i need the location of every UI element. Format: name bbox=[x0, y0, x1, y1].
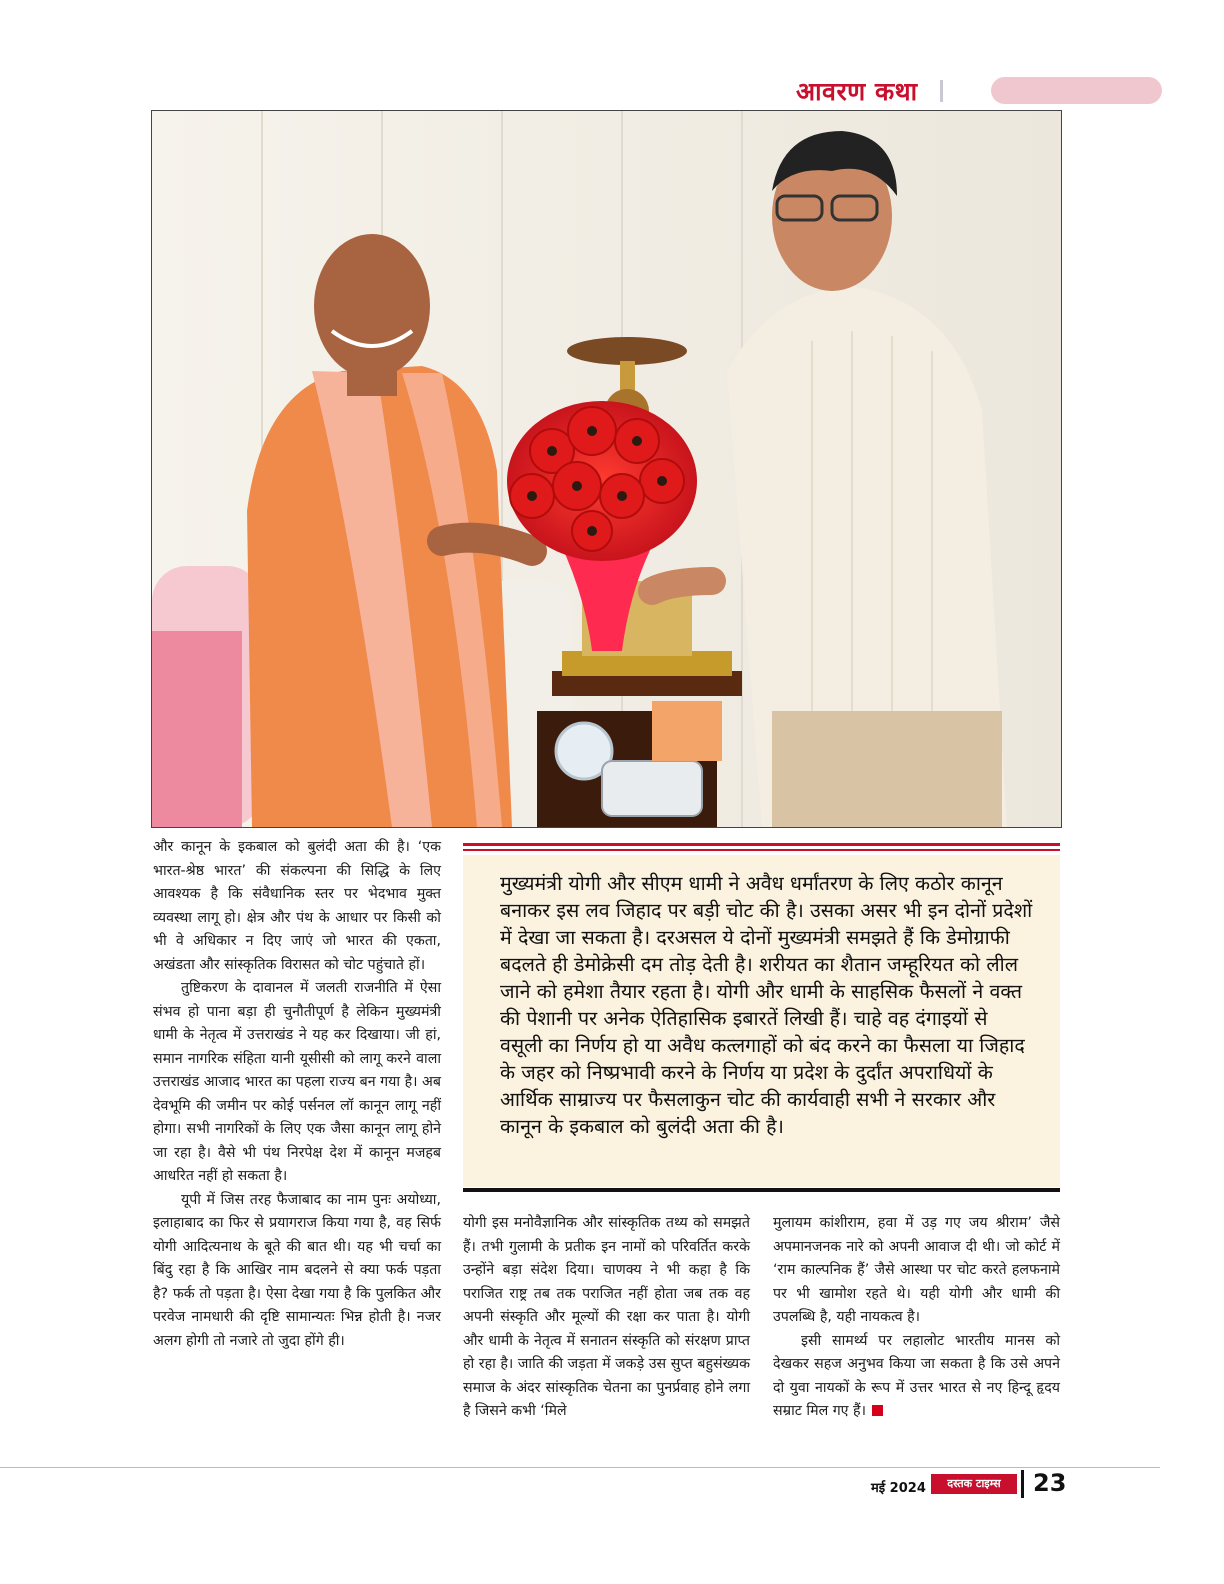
footer-rule bbox=[0, 1467, 1160, 1468]
footer-divider bbox=[1021, 1470, 1024, 1498]
left-paragraph-2: तुष्टिकरण के दावानल में जलती राजनीति में ऐसा संभव हो पाना बड़ा ही चुनौतीपूर्ण है लेकिन मुख्यमंत्री धामी के नेतृत्व में उत्तराखंड ने यह कर दिखाया। जी हां, समान नागरिक संहिता यानी यूसीसी को लागू करने वाला उत्तराखंड आजाद भारत का पहला राज्य बन गया है। अब देवभूमि की जमीन पर कोई पर्सनल लॉ कानून लागू नहीं होगा। सभी नागरिकों के लिए एक जैसा कानून लागू होने जा रहा है। वैसे भी पंथ निरपेक्ष देश में कानून मजहब आधरित नहीं हो सकता है। bbox=[153, 980, 441, 1184]
pull-quote-text: मुख्यमंत्री योगी और सीएम धामी ने अवैध धर्मांतरण के लिए कठोर कानून बनाकर इस लव जिहाद पर बड़ी चोट की है। उसका असर भी इन दोनों प्रदेशों में देखा जा सकता है। दरअसल ये दोनों मुख्यमंत्री समझते हैं कि डेमोग्राफी बदलते ही डेमोक्रेसी दम तोड़ देती है। शरीयत का शैतान जम्हूरियत को लील जाने को हमेशा तैयार रहता है। योगी और धामी के साहसिक फैसलों ने वक्त की पेशानी पर अनेक ऐतिहासिक इबारतें लिखी हैं। चाहे वह दंगाइयों से वसूली का निर्णय हो या अवैध कत्लगाहों को बंद करने का फैसला या जिहाद के जहर को निष्प्रभावी करने के निर्णय या प्रदेश के दुर्दांत अपराधियों के आर्थिक साम्राज्य पर फैसलाकुन चोट की कार्यवाही सभी ने सरकार और कानून के इकबाल को बुलंदी अता की है। bbox=[500, 872, 1033, 1138]
left-paragraph-1: और कानून के इकबाल को बुलंदी अता की है। ‘एक भारत-श्रेष्ठ भारत’ की संकल्पना की सिद्धि के लिए आवश्यक है कि संवैधानिक स्तर पर भेदभाव मुक्त व्यवस्था लागू हो। क्षेत्र और पंथ के आधार पर किसी को भी वे अधिकार न दिए जाएं जो भारत की एकता, अखंडता और सांस्कृतिक विरासत को चोट पहुंचाते हों। bbox=[153, 839, 441, 973]
quote-top-rule-secondary bbox=[463, 849, 1060, 851]
quote-bottom-rule bbox=[463, 1188, 1060, 1192]
header-divider bbox=[940, 80, 943, 102]
right-paragraph-1: मुलायम कांशीराम, हवा में उड़ गए जय श्रीराम’ जैसे अपमानजनक नारे को अपनी आवाज दी थी। जो कोर्ट में ‘राम काल्पनिक हैं’ जैसे आस्था पर चोट करते हलफनामे पर भी खामोश रहते थे। यही योगी और धामी की उपलब्धि है, यही नायकत्व है। bbox=[773, 1215, 1060, 1325]
article-end-mark bbox=[872, 1405, 883, 1416]
section-label: आवरण कथा bbox=[796, 77, 918, 106]
page-number: 23 bbox=[1033, 1469, 1067, 1497]
header-decorative-pill bbox=[991, 77, 1162, 104]
quote-top-rule bbox=[463, 843, 1060, 846]
right-paragraph-2-text: इसी सामर्थ्य पर लहालोट भारतीय मानस को देखकर सहज अनुभव किया जा सकता है कि उसे अपने दो युवा नायकों के रूप में उत्तर भारत से नए हिन्दू हृदय सम्राट मिल गए हैं। bbox=[773, 1332, 1060, 1419]
article-column-left bbox=[153, 836, 441, 1353]
middle-paragraph-1: योगी इस मनोवैज्ञानिक और सांस्कृतिक तथ्य को समझते हैं। तभी गुलामी के प्रतीक इन नामों को परिवर्तित करके उन्होंने बड़ा संदेश दिया। चाणक्य ने भी कहा है कि पराजित राष्ट्र तब तक पराजित नहीं होता जब तक वह अपनी संस्कृति और मूल्यों की रक्षा कर पाता है। योगी और धामी के नेतृत्व में सनातन संस्कृति को संरक्षण प्राप्त हो रहा है। जाति की जड़ता में जकड़े उस सुप्त बहुसंख्यक समाज के अंदर सांस्कृतिक चेतना का पुनर्प्रवाह होने लगा है जिसने कभी ‘मिले bbox=[463, 1215, 750, 1419]
magazine-logo: दस्तक टाइम्स bbox=[931, 1474, 1017, 1494]
article-column-right bbox=[773, 1212, 1060, 1424]
left-paragraph-3: यूपी में जिस तरह फैजाबाद का नाम पुनः अयोध्या, इलाहाबाद का फिर से प्रयागराज किया गया है, वह सिर्फ योगी आदित्यनाथ के बूते की बात थी। यह भी चर्चा का बिंदु रहा है कि आखिर नाम बदलने से क्या फर्क पड़ता है? फर्क तो पड़ता है। ऐसा देखा गया है कि पुलकित और परवेज नामधारी की दृष्टि सामान्यतः भिन्न होती है। नजर अलग होगी तो नजारे तो जुदा होंगे ही। bbox=[153, 1191, 441, 1349]
right-paragraph-2 bbox=[773, 1330, 1060, 1424]
issue-date: मई 2024 bbox=[871, 1481, 926, 1496]
cover-photo-illustration bbox=[152, 111, 1061, 827]
cover-photo bbox=[151, 110, 1062, 828]
article-column-middle bbox=[463, 1212, 750, 1424]
